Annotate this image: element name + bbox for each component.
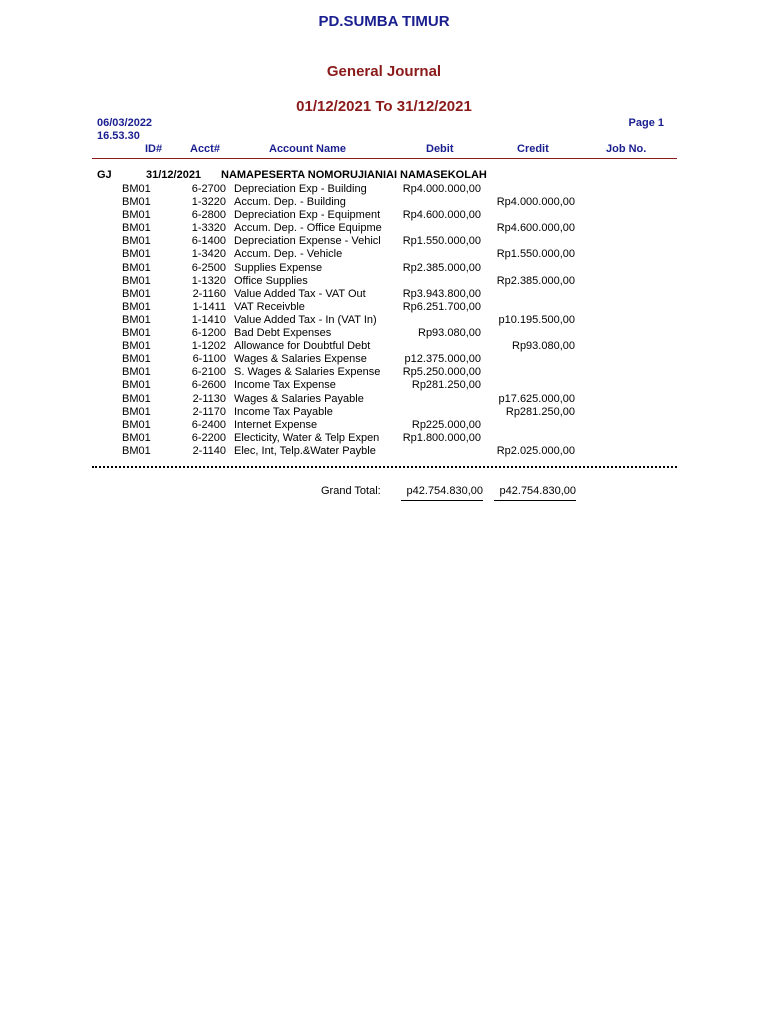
line-id: BM01 [122, 287, 151, 300]
journal-line [0, 301, 768, 314]
line-id: BM01 [122, 444, 151, 457]
line-account-name: Value Added Tax - VAT Out [234, 287, 366, 300]
line-account-number: 6-2200 [191, 431, 226, 444]
line-account-number: 6-1200 [191, 327, 226, 340]
journal-line [0, 445, 768, 458]
line-account-name: Wages & Salaries Expense [234, 353, 367, 366]
line-credit: Rp2.385.000,00 [496, 274, 575, 287]
line-account-name: Wages & Salaries Payable [234, 392, 364, 405]
line-account-name: Depreciation Exp - Building [234, 183, 367, 195]
line-id: BM01 [122, 379, 151, 392]
line-debit: Rp1.800.000,00 [402, 431, 481, 444]
line-account-number: 1-3420 [191, 248, 226, 261]
line-id: BM01 [122, 209, 151, 222]
line-id: BM01 [122, 313, 151, 326]
line-account-number: 2-1140 [192, 444, 226, 457]
line-account-name: Bad Debt Expenses [234, 327, 332, 340]
journal-line [0, 406, 768, 419]
journal-line [0, 262, 768, 275]
journal-line [0, 340, 768, 353]
journal-line [0, 183, 768, 196]
line-account-number: 2-1130 [192, 392, 226, 405]
journal-memo: NAMAPESERTA NOMORUJIANIAI NAMASEKOLAH [221, 169, 487, 181]
line-account-name: Income Tax Payable [234, 405, 333, 418]
line-account-name: VAT Receivble [234, 300, 305, 313]
line-debit: Rp4.000.000,00 [402, 183, 481, 195]
line-account-number: 6-1400 [191, 235, 226, 248]
line-account-number: 6-1100 [192, 353, 226, 366]
line-credit: Rp1.550.000,00 [496, 248, 575, 261]
line-debit: Rp1.550.000,00 [402, 235, 481, 248]
line-credit: p17.625.000,00 [498, 392, 575, 405]
line-id: BM01 [122, 353, 151, 366]
line-account-number: 1-1411 [192, 300, 226, 313]
line-account-number: 6-2700 [191, 183, 226, 195]
journal-line [0, 235, 768, 248]
line-id: BM01 [122, 248, 151, 261]
print-date: 06/03/2022 [97, 117, 153, 129]
line-id: BM01 [122, 274, 151, 287]
journal-source: GJ [97, 169, 112, 181]
line-account-name: Depreciation Exp - Equipment [234, 209, 381, 222]
line-id: BM01 [122, 366, 151, 379]
line-credit: p10.195.500,00 [498, 313, 575, 326]
journal-line [0, 327, 768, 340]
grand-total-label: Grand Total: [321, 485, 381, 497]
column-header-id: ID# [145, 143, 163, 155]
line-account-name: Office Supplies [234, 274, 308, 287]
line-id: BM01 [122, 418, 151, 431]
line-id: BM01 [122, 300, 151, 313]
line-account-number: 1-1320 [191, 274, 226, 287]
line-account-name: Supplies Expense [234, 261, 323, 274]
line-account-number: 6-2400 [191, 418, 226, 431]
journal-line [0, 288, 768, 301]
line-id: BM01 [122, 196, 151, 209]
journal-line [0, 248, 768, 261]
line-credit: Rp93.080,00 [512, 340, 575, 353]
journal-date: 31/12/2021 [146, 169, 202, 181]
line-account-name: Internet Expense [234, 418, 318, 431]
line-credit: Rp281.250,00 [505, 405, 575, 418]
journal-line [0, 275, 768, 288]
line-id: BM01 [122, 222, 151, 235]
header-divider [92, 158, 677, 159]
print-time: 16.53.30 [97, 130, 140, 142]
grand-total-debit: p42.754.830,00 [401, 485, 483, 501]
line-credit: Rp4.000.000,00 [496, 196, 575, 209]
line-account-name: Elec, Int, Telp.&Water Payble [234, 444, 376, 457]
company-name: PD.SUMBA TIMUR [318, 13, 450, 30]
report-title: General Journal [326, 63, 442, 80]
line-account-name: Value Added Tax - In (VAT In) [234, 313, 377, 326]
column-header-job: Job No. [606, 143, 647, 155]
journal-line [0, 419, 768, 432]
journal-line [0, 222, 768, 235]
journal-line [0, 209, 768, 222]
line-credit: Rp2.025.000,00 [496, 444, 575, 457]
journal-line [0, 314, 768, 327]
journal-lines [0, 183, 768, 458]
line-id: BM01 [122, 405, 151, 418]
line-account-name: Accum. Dep. - Building [234, 196, 346, 209]
line-id: BM01 [122, 392, 151, 405]
line-debit: Rp6.251.700,00 [402, 300, 481, 313]
line-debit: p12.375.000,00 [404, 353, 481, 366]
line-debit: Rp4.600.000,00 [402, 209, 481, 222]
line-account-number: 2-1170 [192, 405, 226, 418]
line-account-number: 6-2500 [191, 261, 226, 274]
journal-line [0, 196, 768, 209]
line-account-name: Accum. Dep. - Vehicle [234, 248, 343, 261]
line-id: BM01 [122, 327, 151, 340]
report-period: 01/12/2021 To 31/12/2021 [296, 98, 472, 115]
column-header-account-name: Account Name [269, 143, 347, 155]
totals-divider [92, 466, 677, 468]
line-id: BM01 [122, 183, 151, 195]
line-debit: Rp5.250.000,00 [402, 366, 481, 379]
line-id: BM01 [122, 431, 151, 444]
journal-line [0, 379, 768, 392]
line-account-name: Accum. Dep. - Office Equipme [234, 222, 382, 235]
line-debit: Rp93.080,00 [418, 327, 481, 340]
line-account-number: 6-2800 [191, 209, 226, 222]
column-header-credit: Credit [517, 143, 549, 155]
line-account-number: 1-3320 [191, 222, 226, 235]
line-account-number: 6-2600 [191, 379, 226, 392]
line-id: BM01 [122, 235, 151, 248]
journal-line [0, 432, 768, 445]
line-account-name: Depreciation Expense - Vehicl [234, 235, 381, 248]
line-debit: Rp225.000,00 [411, 418, 481, 431]
journal-line [0, 393, 768, 406]
line-id: BM01 [122, 261, 151, 274]
line-credit: Rp4.600.000,00 [496, 222, 575, 235]
line-id: BM01 [122, 340, 151, 353]
line-debit: Rp3.943.800,00 [402, 287, 481, 300]
journal-line [0, 366, 768, 379]
line-account-number: 1-3220 [191, 196, 226, 209]
line-account-number: 2-1160 [192, 287, 226, 300]
column-header-debit: Debit [426, 143, 454, 155]
line-account-number: 6-2100 [191, 366, 226, 379]
page-number: Page 1 [628, 117, 664, 129]
line-account-number: 1-1202 [191, 340, 226, 353]
column-header-acct: Acct# [190, 143, 220, 155]
line-account-name: S. Wages & Salaries Expense [234, 366, 381, 379]
line-account-name: Electicity, Water & Telp Expen [234, 431, 380, 444]
line-account-name: Income Tax Expense [234, 379, 336, 392]
line-debit: Rp281.250,00 [411, 379, 481, 392]
line-account-name: Allowance for Doubtful Debt [234, 340, 371, 353]
grand-total-credit: p42.754.830,00 [494, 485, 576, 501]
line-debit: Rp2.385.000,00 [402, 261, 481, 274]
journal-line [0, 353, 768, 366]
line-account-number: 1-1410 [191, 313, 226, 326]
